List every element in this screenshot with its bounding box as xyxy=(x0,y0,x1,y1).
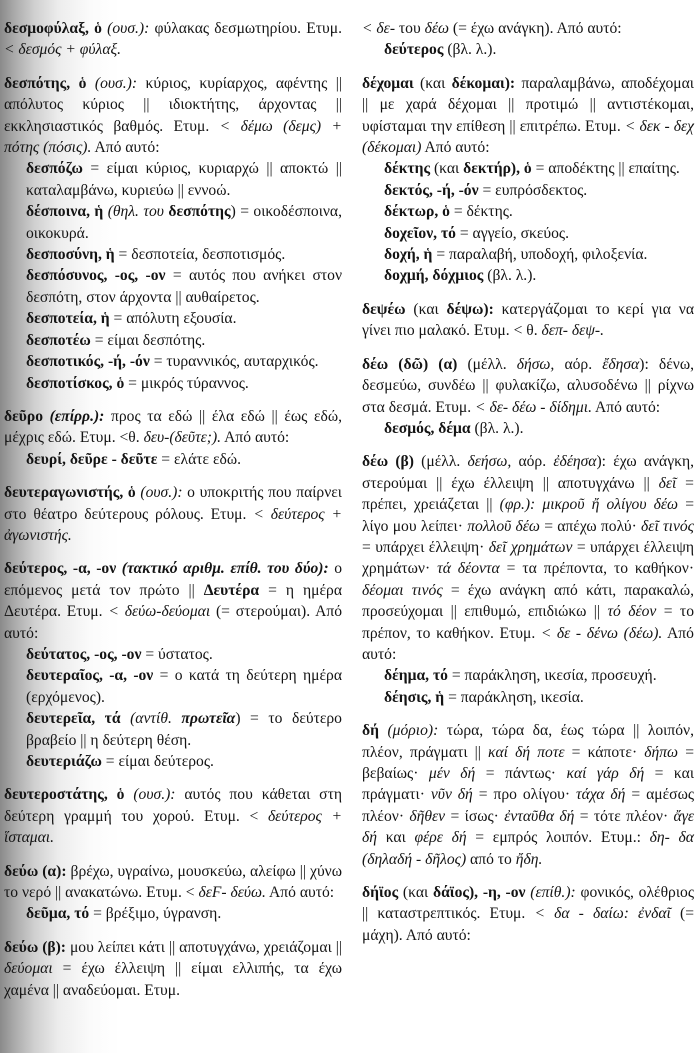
dictionary-entry-di xyxy=(362,720,694,870)
italic-note: (θηλ. του xyxy=(107,203,169,221)
derived-headword: δεσμός, δέμα xyxy=(384,419,471,437)
entry-definition xyxy=(4,18,342,61)
headword: δήϊος xyxy=(362,884,399,902)
derived-word xyxy=(362,265,694,286)
definition-text: = ελάτε εδώ. xyxy=(157,450,242,468)
definition-text: = βεβαίως· xyxy=(362,743,694,782)
definition-text: του xyxy=(395,20,425,37)
definition-text: = είμαι κύριος, κυριαρχώ || αποκτώ || καταλαμβάνω, κυριεύω || εννοώ. xyxy=(26,160,342,199)
definition-text: και xyxy=(377,829,415,847)
derived-headword: δεκτός, -ή, -όν xyxy=(384,181,479,199)
definition-text: = τυραννικός, αυταρχικός. xyxy=(149,353,319,371)
headword: δεύω (α): xyxy=(4,862,67,880)
definition-text: = προ ολίγου· xyxy=(472,786,576,804)
definition-text: = παράκληση, ικεσία. xyxy=(444,688,584,706)
derived-headword: δεσποσύνη, ἡ xyxy=(26,246,115,264)
definition-text: = είμαι δεύτερος. xyxy=(101,753,214,770)
italic-note: (ουσ.): xyxy=(140,484,183,502)
italic-note: (ουσ.): xyxy=(94,74,138,92)
definition-text: = λίγο μου λείπει· xyxy=(362,496,694,535)
definition-text: = υπάρχει έλλειψη χρημάτων· xyxy=(362,538,694,578)
dictionary-entry-depseo xyxy=(362,299,694,342)
headword: δέκομαι): xyxy=(451,74,516,92)
entry-definition xyxy=(362,882,694,946)
italic-note: ἐδέησα xyxy=(553,453,597,471)
definition-text: = ύστατος. xyxy=(141,645,213,663)
italic-note: ἔδησα xyxy=(602,355,640,373)
italic-note: (επίρρ.): xyxy=(49,407,105,425)
italic-note: δέω xyxy=(424,20,450,37)
italic-note: (ουσ.): xyxy=(107,20,150,37)
entry-definition xyxy=(4,73,342,159)
entry-definition xyxy=(362,299,694,342)
definition-text: = παράκληση, ικεσία, προσευχή. xyxy=(447,667,657,685)
definition-text: αόρ. xyxy=(511,453,554,471)
italic-note: δεύομαι xyxy=(4,960,53,978)
italic-note: δεήσω, xyxy=(467,453,512,471)
definition-text: Από αυτό: xyxy=(362,624,694,663)
definition-text: βρέχω, υγραίνω, μουσκεύω, αλείφω || χύνω το νερό || ανακατώνω. Ετυμ. < xyxy=(4,862,342,902)
definition-text: (βλ. λ.). xyxy=(443,41,497,59)
italic-note: δῆθεν xyxy=(409,807,446,825)
definition-text: = απέχω πολύ· xyxy=(539,517,642,535)
italic-note: καί δή ποτε xyxy=(488,743,565,761)
italic-note: (ουσ.): xyxy=(133,786,176,804)
italic-note: < δεύω-δεύομαι xyxy=(108,603,211,621)
dictionary-entry-deuo-a xyxy=(4,861,342,925)
definition-text: = παραλαβή, υποδοχή, φιλοξενία. xyxy=(432,246,648,264)
definition-text: = αμέσως πλέον· xyxy=(362,786,695,825)
definition-text: φονικός, ολέθριος || καταστρεπτικός. Ετυμ. xyxy=(362,884,694,923)
italic-note: ἤδη. xyxy=(515,850,543,868)
derived-word xyxy=(4,265,342,308)
italic-note: < δε - δένω (δέω). xyxy=(540,624,663,642)
italic-note: τάχα δή xyxy=(575,786,626,804)
derived-headword: δεσποτικός, -ή, -όν xyxy=(26,353,150,371)
italic-note: < δε- xyxy=(362,20,396,37)
definition-text: (μέλλ. xyxy=(457,355,517,373)
italic-note: πρωτεῖα xyxy=(181,710,236,728)
definition-text: (και xyxy=(413,74,452,92)
definition-text: = δέκτης. xyxy=(449,203,513,221)
definition-text: = τα πρέποντα, το καθήκον· xyxy=(499,560,695,578)
derived-headword: δευρί, δεῦρε - δεῦτε xyxy=(26,450,158,468)
derived-headword: δέσποινα, ἡ xyxy=(26,203,108,221)
definition-text: = δεσποτεία, δεσποτισμός. xyxy=(114,246,286,264)
derived-word xyxy=(4,330,342,351)
headword: δέχομαι xyxy=(362,74,414,92)
derived-word xyxy=(4,665,342,708)
italic-note: ἄγε δή xyxy=(362,807,695,847)
headword: δευτεροστάτης, ὁ xyxy=(4,786,134,804)
definition-text: από το xyxy=(466,850,516,868)
derived-headword: δέκτης xyxy=(384,160,431,178)
definition-text: = το πρέπον, το καθήκον. Ετυμ. xyxy=(362,603,694,642)
definition-text: = μικρός τύραννος. xyxy=(124,374,249,392)
definition-text: Από αυτό: xyxy=(221,429,290,447)
derived-headword: δεσποτέω xyxy=(26,331,91,349)
headword: δέψω): xyxy=(446,300,494,318)
definition-text: = έχω ανάγκη από κάτι, παρακαλώ, προσεύχομαι || επιθυμώ, επιδιώκω || xyxy=(362,581,694,621)
italic-note: δεπ- δεψ-. xyxy=(541,322,605,340)
derived-headword: δοχή, ἡ xyxy=(384,246,433,264)
derived-word xyxy=(362,39,694,60)
dictionary-entry-deuteros xyxy=(4,558,342,772)
italic-note: < δέμω (δεμς) + πότης (πόσις). xyxy=(4,117,342,157)
derived-word xyxy=(362,665,694,686)
headword: δέω (β) xyxy=(362,453,414,471)
headword: δάϊος), -η, -ον xyxy=(432,884,531,902)
entry-definition xyxy=(4,406,342,449)
entry-definition xyxy=(4,784,342,848)
derived-headword: δεσπόσυνος, -ος, -ον xyxy=(26,267,166,285)
definition-text: (και xyxy=(405,300,447,318)
left-column xyxy=(4,18,342,1013)
italic-note: < δεκ - δεχ (δέκομαι) xyxy=(362,117,694,157)
italic-note: δέομαι τινός xyxy=(362,581,443,599)
definition-text: ): έχω ανάγκη, στερούμαι || έχω έλλειψη || αποτυγχάνω || xyxy=(362,453,695,492)
italic-note: (τακτικό αριθμ. επίθ. του δύο): xyxy=(121,560,329,578)
derived-word xyxy=(362,418,694,439)
italic-note: δεύτερος + ἵσταμαι. xyxy=(4,807,342,847)
definition-text: ): δένω, δεσμεύω, συνδέω || φυλακίζω, αλυσοδένω || ρίχνω στα δεσμά. Ετυμ. xyxy=(362,355,695,416)
headword: δευτεραγωνιστής, ὁ xyxy=(4,484,141,502)
definition-text: ο υποκριτής που παίρνει στο θέατρο δεύτερους ρόλους. Ετυμ. xyxy=(4,484,343,523)
definition-text: = η ημέρα Δευτέρα. Ετυμ. xyxy=(4,581,342,621)
italic-note: δεῖ χρημάτων xyxy=(488,538,573,556)
italic-note: καί γάρ δή xyxy=(566,765,645,782)
definition-text: = υπάρχει έλλειψη· xyxy=(362,538,489,556)
derived-word xyxy=(4,201,342,244)
dictionary-entry-despotis xyxy=(4,73,342,394)
dictionary-entry-deuterostatis xyxy=(4,784,342,848)
italic-note: (επίθ.): xyxy=(530,884,576,902)
headword: δέω (δῶ) (α) xyxy=(362,355,458,373)
derived-headword: δεκτήρ), ὁ xyxy=(463,160,532,178)
dictionary-entry-deuo-b xyxy=(4,937,342,1001)
definition-text: (= μάχη). Από αυτό: xyxy=(362,905,695,944)
italic-note: δευ-(δεῦτε;). xyxy=(143,429,222,447)
definition-text: Από αυτό: xyxy=(91,139,160,157)
headword: δεῦρο xyxy=(4,407,50,425)
dictionary-entry-deo-a xyxy=(362,354,694,440)
italic-note: δη- δα (δηλαδή - δῆλος) xyxy=(362,829,694,868)
headword: δεψέω xyxy=(362,300,406,318)
definition-text: παραλαμβάνω, αποδέχομαι || με χαρά δέχομαι || προτιμώ || αντιστέκομαι, υφίσταμαι την επίθεση || επιτρέπω. Ετυμ. xyxy=(362,74,694,135)
definition-text: (= έχω ανάγκη). Από αυτό: xyxy=(449,20,622,37)
definition-text: = ο κατά τη δεύτερη ημέρα (ερχόμενος). xyxy=(26,667,342,706)
entry-definition xyxy=(362,720,694,870)
entry-definition xyxy=(362,354,694,418)
headword: δή xyxy=(362,722,388,740)
definition-text: (= στερούμαι). Από αυτό: xyxy=(4,603,343,642)
definition-text: = εμπρός λοιπόν. Ετυμ.: xyxy=(466,829,650,847)
definition-text: = ίσως· xyxy=(445,807,505,825)
derived-word xyxy=(362,180,694,201)
italic-note: ἐνταῦθα δή xyxy=(504,807,575,825)
derived-headword: δεῦμα, τό xyxy=(26,905,90,923)
definition-text: = αποδέκτης || επαίτης. xyxy=(531,160,680,178)
definition-text: ) = το δεύτερο βραβείο || η δεύτερη θέση. xyxy=(26,710,342,749)
headword: δεύτερος, -α, -ον xyxy=(4,560,122,578)
derived-word xyxy=(362,223,694,244)
derived-headword: δεύτερος xyxy=(384,41,444,59)
derived-word xyxy=(4,644,342,665)
italic-note: (μόριο): xyxy=(387,722,439,740)
dictionary-entry-deuo-b-cont xyxy=(362,18,694,61)
derived-word xyxy=(362,158,694,179)
italic-note: δεῖ xyxy=(658,474,677,492)
definition-text: (και xyxy=(398,884,433,902)
definition-text: αυτός που κάθεται στη δεύτερη γραμμή του χορού. Ετυμ. < xyxy=(4,786,342,825)
derived-headword: δεσπόζω xyxy=(26,160,83,178)
derived-word xyxy=(4,158,342,201)
entry-definition xyxy=(4,558,342,644)
definition-text: (και xyxy=(430,160,464,178)
entry-definition xyxy=(4,482,342,546)
italic-note: φέρε δή xyxy=(414,829,467,847)
definition-text: (μέλλ. xyxy=(413,453,468,471)
definition-text: Από αυτό: xyxy=(421,139,490,157)
definition-text: Από αυτό: xyxy=(265,884,335,902)
definition-text: κύριος, κυρίαρχος, αφέντης || απόλυτος κύριος || ιδιοκτήτης, άρχοντας || εκκλησιαστικός βαθμός. Ετυμ. xyxy=(4,74,342,135)
italic-note: δήσω, xyxy=(516,355,555,373)
headword: δεύω (β): xyxy=(4,938,66,956)
dictionary-entry-diios xyxy=(362,882,694,946)
definition-text: Από αυτό: xyxy=(591,398,661,416)
derived-headword: δέκτωρ, ὁ xyxy=(384,203,450,221)
italic-note: τό δέον xyxy=(607,603,657,621)
italic-note: (αντίθ. xyxy=(130,710,182,728)
definition-text: = είμαι δεσπότης. xyxy=(90,331,206,349)
definition-text: = αγγείο, σκεύος. xyxy=(455,224,569,242)
derived-headword: δευτεριάζω xyxy=(26,753,102,770)
derived-headword: δευτερεῖα, τά xyxy=(26,710,131,728)
italic-note: < δεσμός + φύλαξ. xyxy=(4,41,122,59)
derived-headword: δεσποτεία, ἡ xyxy=(26,310,110,328)
dictionary-entry-dechomai xyxy=(362,73,694,287)
derived-headword: δέησις, ἡ xyxy=(384,688,445,706)
definition-text: = ευπρόσδεκτος. xyxy=(478,181,588,199)
definition-text: φύλακας δεσμωτηρίου. Ετυμ. xyxy=(149,20,342,37)
derived-word xyxy=(4,373,342,394)
derived-word xyxy=(4,449,342,470)
definition-text: = αυτός που ανήκει στον δεσπότη, στον άρχοντα || αυθαίρετος. xyxy=(26,267,342,306)
italic-note: δήπω xyxy=(644,743,679,761)
definition-text: = απόλυτη εξουσία. xyxy=(109,310,237,328)
definition-text: = βρέξιμο, ύγρανση. xyxy=(89,905,222,923)
derived-headword: δεσποτίσκος, ὁ xyxy=(26,374,125,392)
italic-note: δεῖ τινός xyxy=(641,517,694,535)
definition-text: = έχω έλλειψη || είμαι ελλιπής, τα έχω χαμένα || αναδεύομαι. Ετυμ. xyxy=(4,960,342,999)
derived-headword: δευτεραῖος, -α, -ον xyxy=(26,667,154,685)
definition-text: = πάντως· xyxy=(475,765,567,782)
dictionary-entry-deuteragonistis xyxy=(4,482,342,546)
italic-note: < δα - δαίω: ἐνδαῖ xyxy=(534,905,671,923)
entry-definition xyxy=(4,861,342,904)
definition-text: αόρ. xyxy=(554,355,603,373)
italic-note: δεϜ- δεύω. xyxy=(198,884,266,902)
dictionary-entry-deo-b xyxy=(362,451,694,708)
italic-note: νῦν δή xyxy=(430,786,473,804)
definition-text: ο επόμενος μετά τον πρώτο || xyxy=(4,560,342,599)
italic-note: πολλοῦ δέω xyxy=(467,517,540,535)
dictionary-entry-desmofylax xyxy=(4,18,342,61)
right-column xyxy=(362,18,694,958)
italic-note: (φρ.): μικροῦ ἤ ολίγου δέω xyxy=(499,496,679,514)
italic-note: τά δέοντα xyxy=(437,560,500,578)
derived-word xyxy=(362,201,694,222)
derived-word xyxy=(4,308,342,329)
italic-note: < δεύτερος + ἀγωνιστής. xyxy=(4,505,342,544)
definition-text: = κάποτε· xyxy=(564,743,645,761)
dictionary-entry-deuro xyxy=(4,406,342,470)
derived-headword: δοχεῖον, τό xyxy=(384,224,456,242)
derived-headword: δεσπότης xyxy=(168,203,231,221)
definition-text: ) = οικοδέσποινα, οικοκυρά. xyxy=(26,203,343,242)
derived-word xyxy=(4,708,342,751)
headword: δεσπότης, ὁ xyxy=(4,74,95,92)
derived-word xyxy=(4,244,342,265)
definition-text: = τότε πλέον· xyxy=(574,807,674,825)
derived-word xyxy=(4,903,342,924)
definition-text: = πρέπει, χρειάζεται || xyxy=(362,474,694,514)
entry-definition xyxy=(362,73,694,159)
derived-word xyxy=(362,687,694,708)
derived-headword: δεύτατος, -ος, -ον xyxy=(26,645,142,663)
entry-definition xyxy=(4,937,342,1001)
derived-headword: δέημα, τό xyxy=(384,667,448,685)
definition-text: = και πράγματι· xyxy=(362,765,695,804)
derived-word xyxy=(362,244,694,265)
entry-definition xyxy=(362,18,694,39)
italic-note: < δε- δέω - δίδημι. xyxy=(475,398,592,416)
definition-text: προς τα εδώ || έλα εδώ || έως εδώ, μέχρις εδώ. Ετυμ. <θ. xyxy=(4,407,342,447)
definition-text: κατεργάζομαι το κερί για να γίνει πιο μαλακό. Ετυμ. < θ. xyxy=(362,300,694,340)
definition-text: (βλ. λ.). xyxy=(483,267,537,285)
definition-text: τώρα, τώρα δα, έως τώρα || λοιπόν, πλέον, πράγματι || xyxy=(362,722,695,761)
derived-word xyxy=(4,751,342,772)
italic-note: μέν δή xyxy=(428,765,476,782)
definition-text: (βλ. λ.). xyxy=(470,419,524,437)
derived-headword: δοχμή, δόχμιος xyxy=(384,267,484,285)
derived-word xyxy=(4,351,342,372)
definition-text: μου λείπει κάτι || αποτυγχάνω, χρειάζομαι || xyxy=(66,938,342,956)
headword: Δευτέρα xyxy=(203,581,260,599)
headword: δεσμοφύλαξ, ὁ xyxy=(4,20,108,37)
entry-definition xyxy=(362,451,694,665)
